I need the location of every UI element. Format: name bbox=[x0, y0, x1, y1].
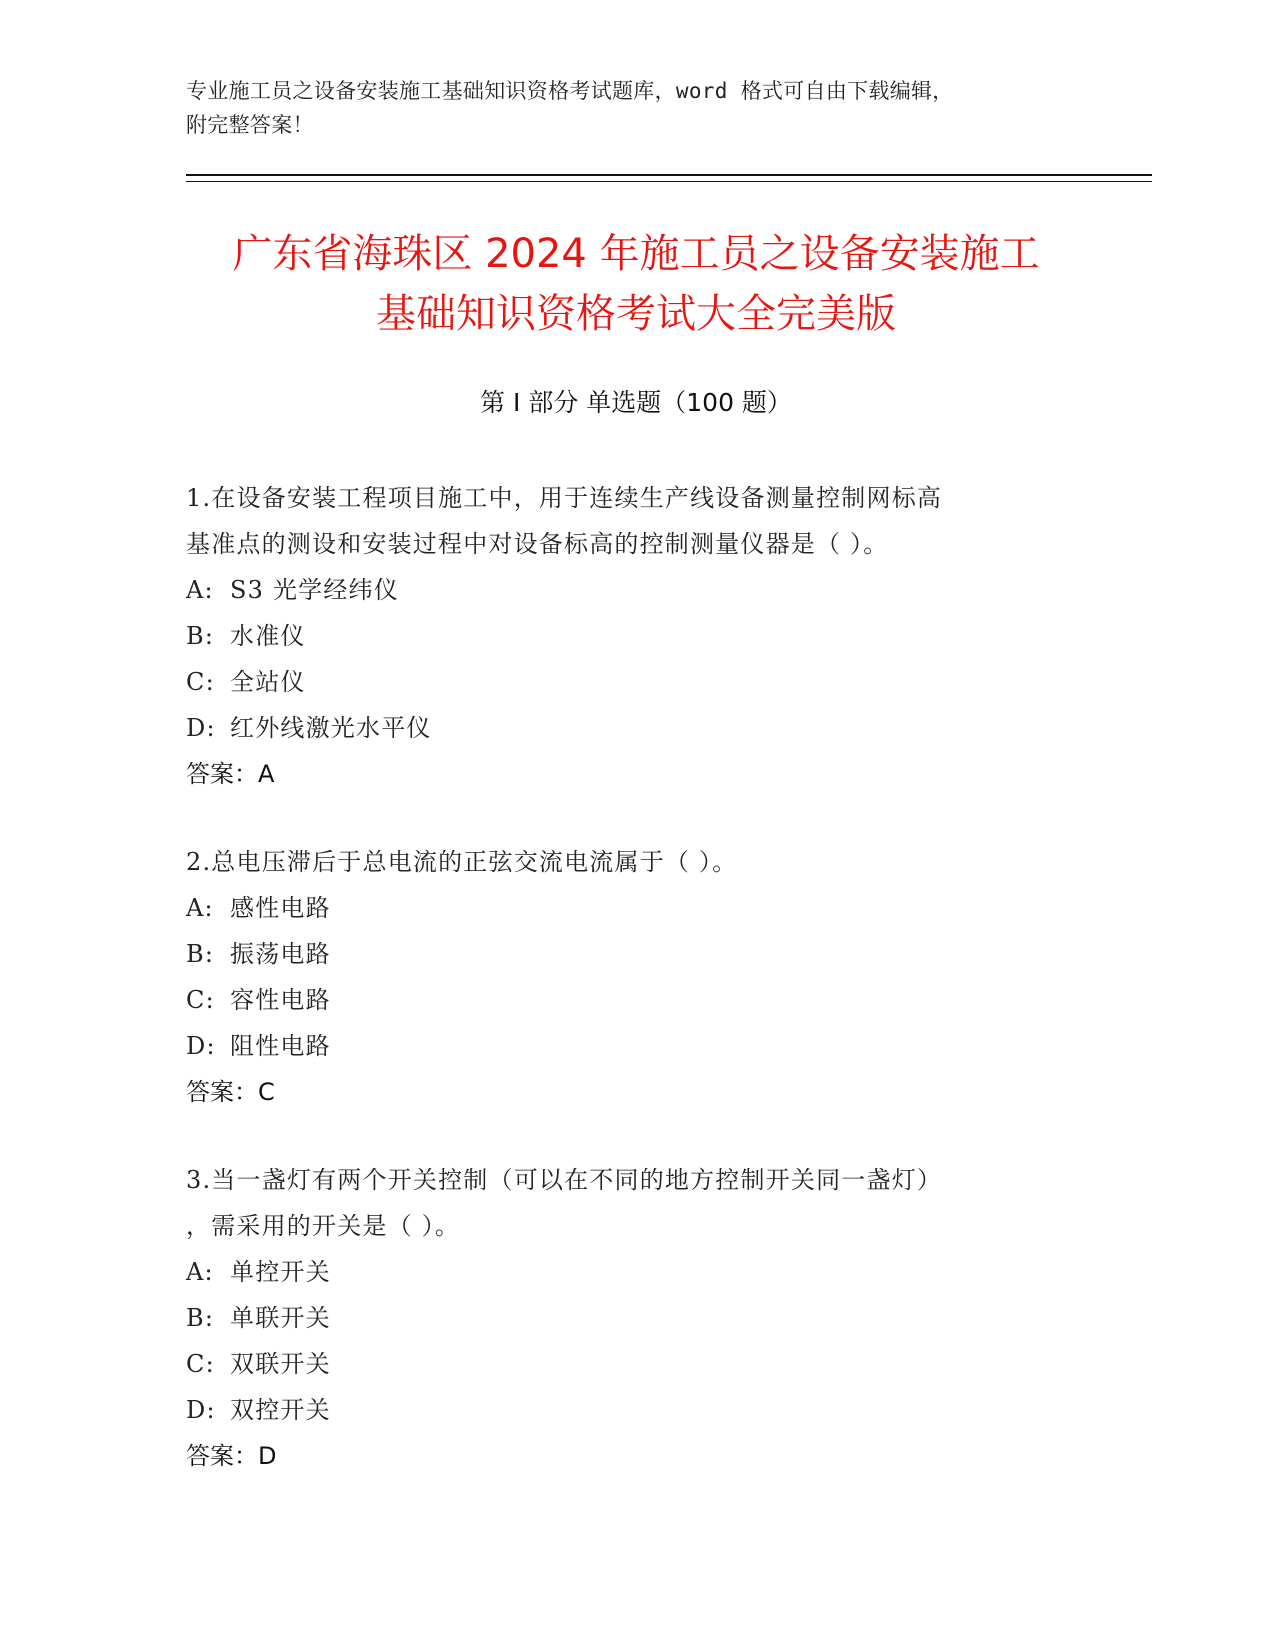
document-title-line1: 广东省海珠区 2024 年施工员之设备安装施工 bbox=[232, 231, 1040, 277]
option-text: 容性电路 bbox=[230, 986, 331, 1014]
document-title-line2: 基础知识资格考试大全完美版 bbox=[376, 291, 896, 337]
option-d bbox=[186, 1387, 1086, 1433]
document-title bbox=[186, 224, 1086, 344]
header-note-line2: 附完整答案！ bbox=[186, 113, 314, 137]
option-key: C: bbox=[186, 986, 215, 1014]
question-stem-line2: 基准点的测设和安装过程中对设备标高的控制测量仪器是（ ）。 bbox=[186, 530, 889, 558]
question-stem-line1: 1.在设备安装工程项目施工中，用于连续生产线设备测量控制网标高 bbox=[186, 484, 943, 512]
question-stem-line1: 2.总电压滞后于总电流的正弦交流电流属于（ ）。 bbox=[186, 848, 738, 876]
option-c bbox=[186, 1341, 1086, 1387]
answer: 答案：C bbox=[186, 1078, 275, 1106]
question-stem-line2: ，需采用的开关是（ ）。 bbox=[186, 1212, 461, 1240]
option-text: 双联开关 bbox=[230, 1350, 331, 1378]
option-c bbox=[186, 659, 1086, 705]
header-rule-thick bbox=[186, 174, 1152, 176]
option-a bbox=[186, 1249, 1086, 1295]
option-key: B: bbox=[186, 940, 215, 968]
option-key: C: bbox=[186, 668, 215, 696]
answer: 答案：A bbox=[186, 760, 275, 788]
option-key: D: bbox=[186, 1396, 216, 1424]
option-key: B: bbox=[186, 622, 215, 650]
answer: 答案：D bbox=[186, 1442, 277, 1470]
option-text: S3 光学经纬仪 bbox=[230, 576, 399, 604]
option-b bbox=[186, 1295, 1086, 1341]
option-key: B: bbox=[186, 1304, 215, 1332]
option-text: 单联开关 bbox=[230, 1304, 331, 1332]
option-key: D: bbox=[186, 1032, 216, 1060]
option-c bbox=[186, 977, 1086, 1023]
header-note-line1: 专业施工员之设备安装施工基础知识资格考试题库，word 格式可自由下载编辑， bbox=[186, 79, 954, 103]
option-text: 单控开关 bbox=[230, 1258, 331, 1286]
option-text: 全站仪 bbox=[230, 668, 306, 696]
question-stem-line1: 3.当一盏灯有两个开关控制（可以在不同的地方控制开关同一盏灯） bbox=[186, 1166, 943, 1194]
option-key: C: bbox=[186, 1350, 215, 1378]
question-2 bbox=[186, 839, 1086, 1115]
option-text: 振荡电路 bbox=[230, 940, 331, 968]
question-3 bbox=[186, 1157, 1086, 1479]
option-key: A: bbox=[186, 894, 214, 922]
header-rule-thin bbox=[186, 181, 1152, 182]
option-text: 水准仪 bbox=[230, 622, 306, 650]
option-d bbox=[186, 1023, 1086, 1069]
question-list bbox=[186, 475, 1086, 1521]
option-b bbox=[186, 931, 1086, 977]
option-text: 感性电路 bbox=[230, 894, 331, 922]
question-1 bbox=[186, 475, 1086, 797]
option-key: A: bbox=[186, 1258, 214, 1286]
option-b bbox=[186, 613, 1086, 659]
option-key: D: bbox=[186, 714, 216, 742]
option-a bbox=[186, 885, 1086, 931]
option-a bbox=[186, 567, 1086, 613]
section-title: 第 I 部分 单选题（100 题） bbox=[480, 388, 792, 417]
option-d bbox=[186, 705, 1086, 751]
option-text: 阻性电路 bbox=[230, 1032, 331, 1060]
option-key: A: bbox=[186, 576, 214, 604]
header-note bbox=[186, 74, 1086, 142]
option-text: 双控开关 bbox=[230, 1396, 331, 1424]
option-text: 红外线激光水平仪 bbox=[230, 714, 432, 742]
